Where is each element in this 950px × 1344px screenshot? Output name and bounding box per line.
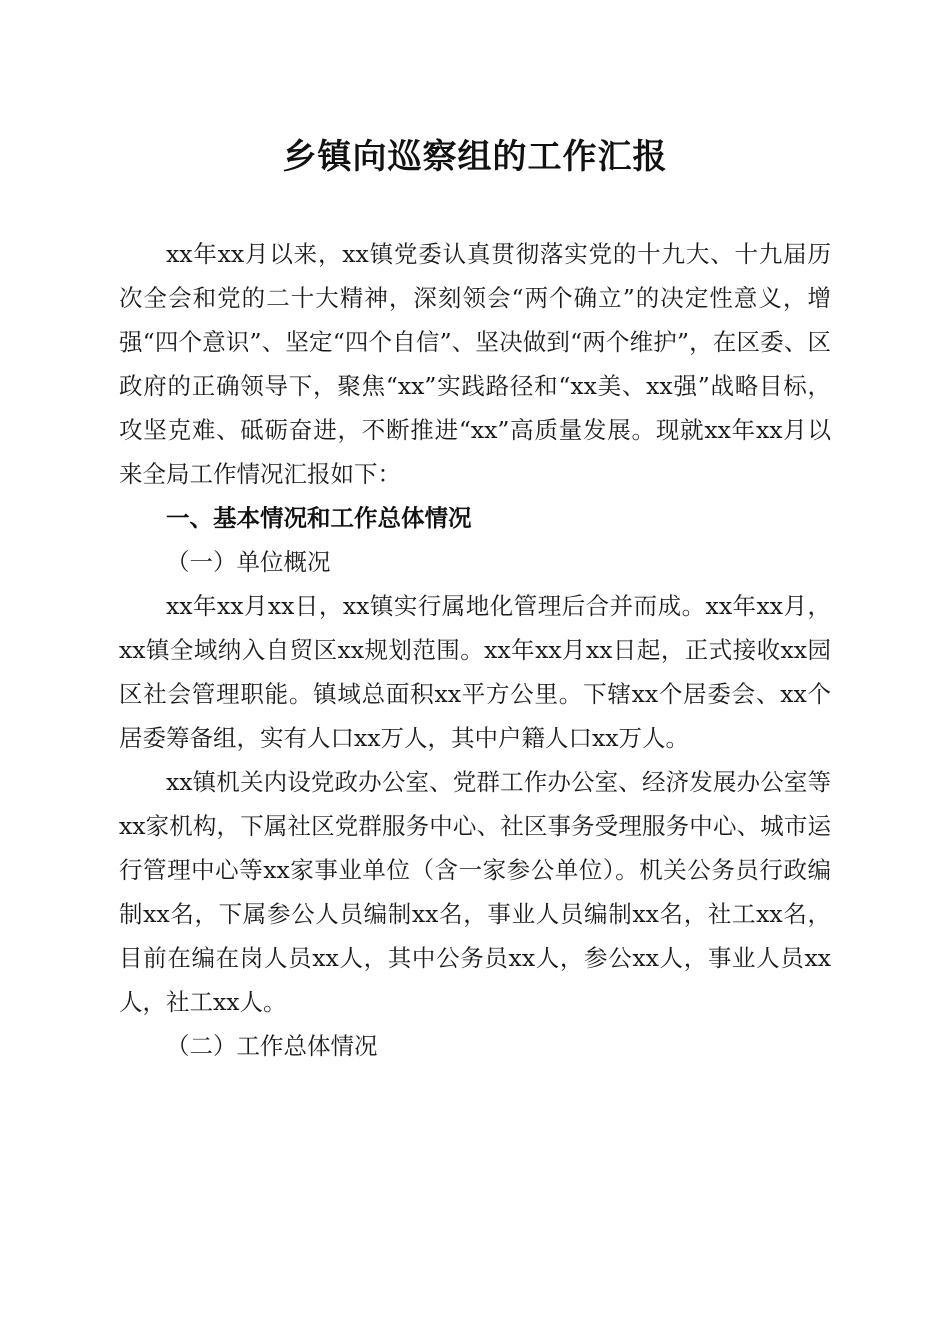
subsection-heading-2: （二）工作总体情况 bbox=[166, 1032, 378, 1060]
document-title: 乡镇向巡察组的工作汇报 bbox=[282, 137, 668, 177]
unit-overview-paragraph-2: xx镇机关内设党政办公室、党群工作办公室、经济发展办公室等xx家机构，下属社区党群服务中心、社区事务受理服务中心、城市运行管理中心等xx家事业单位（含一家参公单位）。机关公务员行政编制xx名，下属参公人员编制xx名，事业人员编制xx名，社工xx名，目前在编在岗人员xx人，其中公务员xx人，参公xx人，事业人员xx人，社工xx人。 bbox=[119, 768, 831, 1016]
unit-overview-paragraph-1: xx年xx月xx日，xx镇实行属地化管理后合并而成。xx年xx月，xx镇全域纳入自贸区xx规划范围。xx年xx月xx日起，正式接收xx园区社会管理职能。镇域总面积xx平方公里。下辖xx个居委会、xx个居委筹备组，实有人口xx万人，其中户籍人口xx万人。 bbox=[119, 592, 831, 752]
document-body bbox=[119, 232, 831, 1068]
subsection-heading-1: （一）单位概况 bbox=[166, 548, 331, 576]
section-heading-1: 一、基本情况和工作总体情况 bbox=[166, 504, 472, 532]
intro-paragraph: xx年xx月以来，xx镇党委认真贯彻落实党的十九大、十九届历次全会和党的二十大精神，深刻领会“两个确立”的决定性意义，增强“四个意识”、坚定“四个自信”、坚决做到“两个维护”，在区委、区政府的正确领导下，聚焦“xx”实践路径和“xx美、xx强”战略目标，攻坚克难、砥砺奋进，不断推进“xx”高质量发展。现就xx年xx月以来全局工作情况汇报如下： bbox=[119, 240, 831, 488]
